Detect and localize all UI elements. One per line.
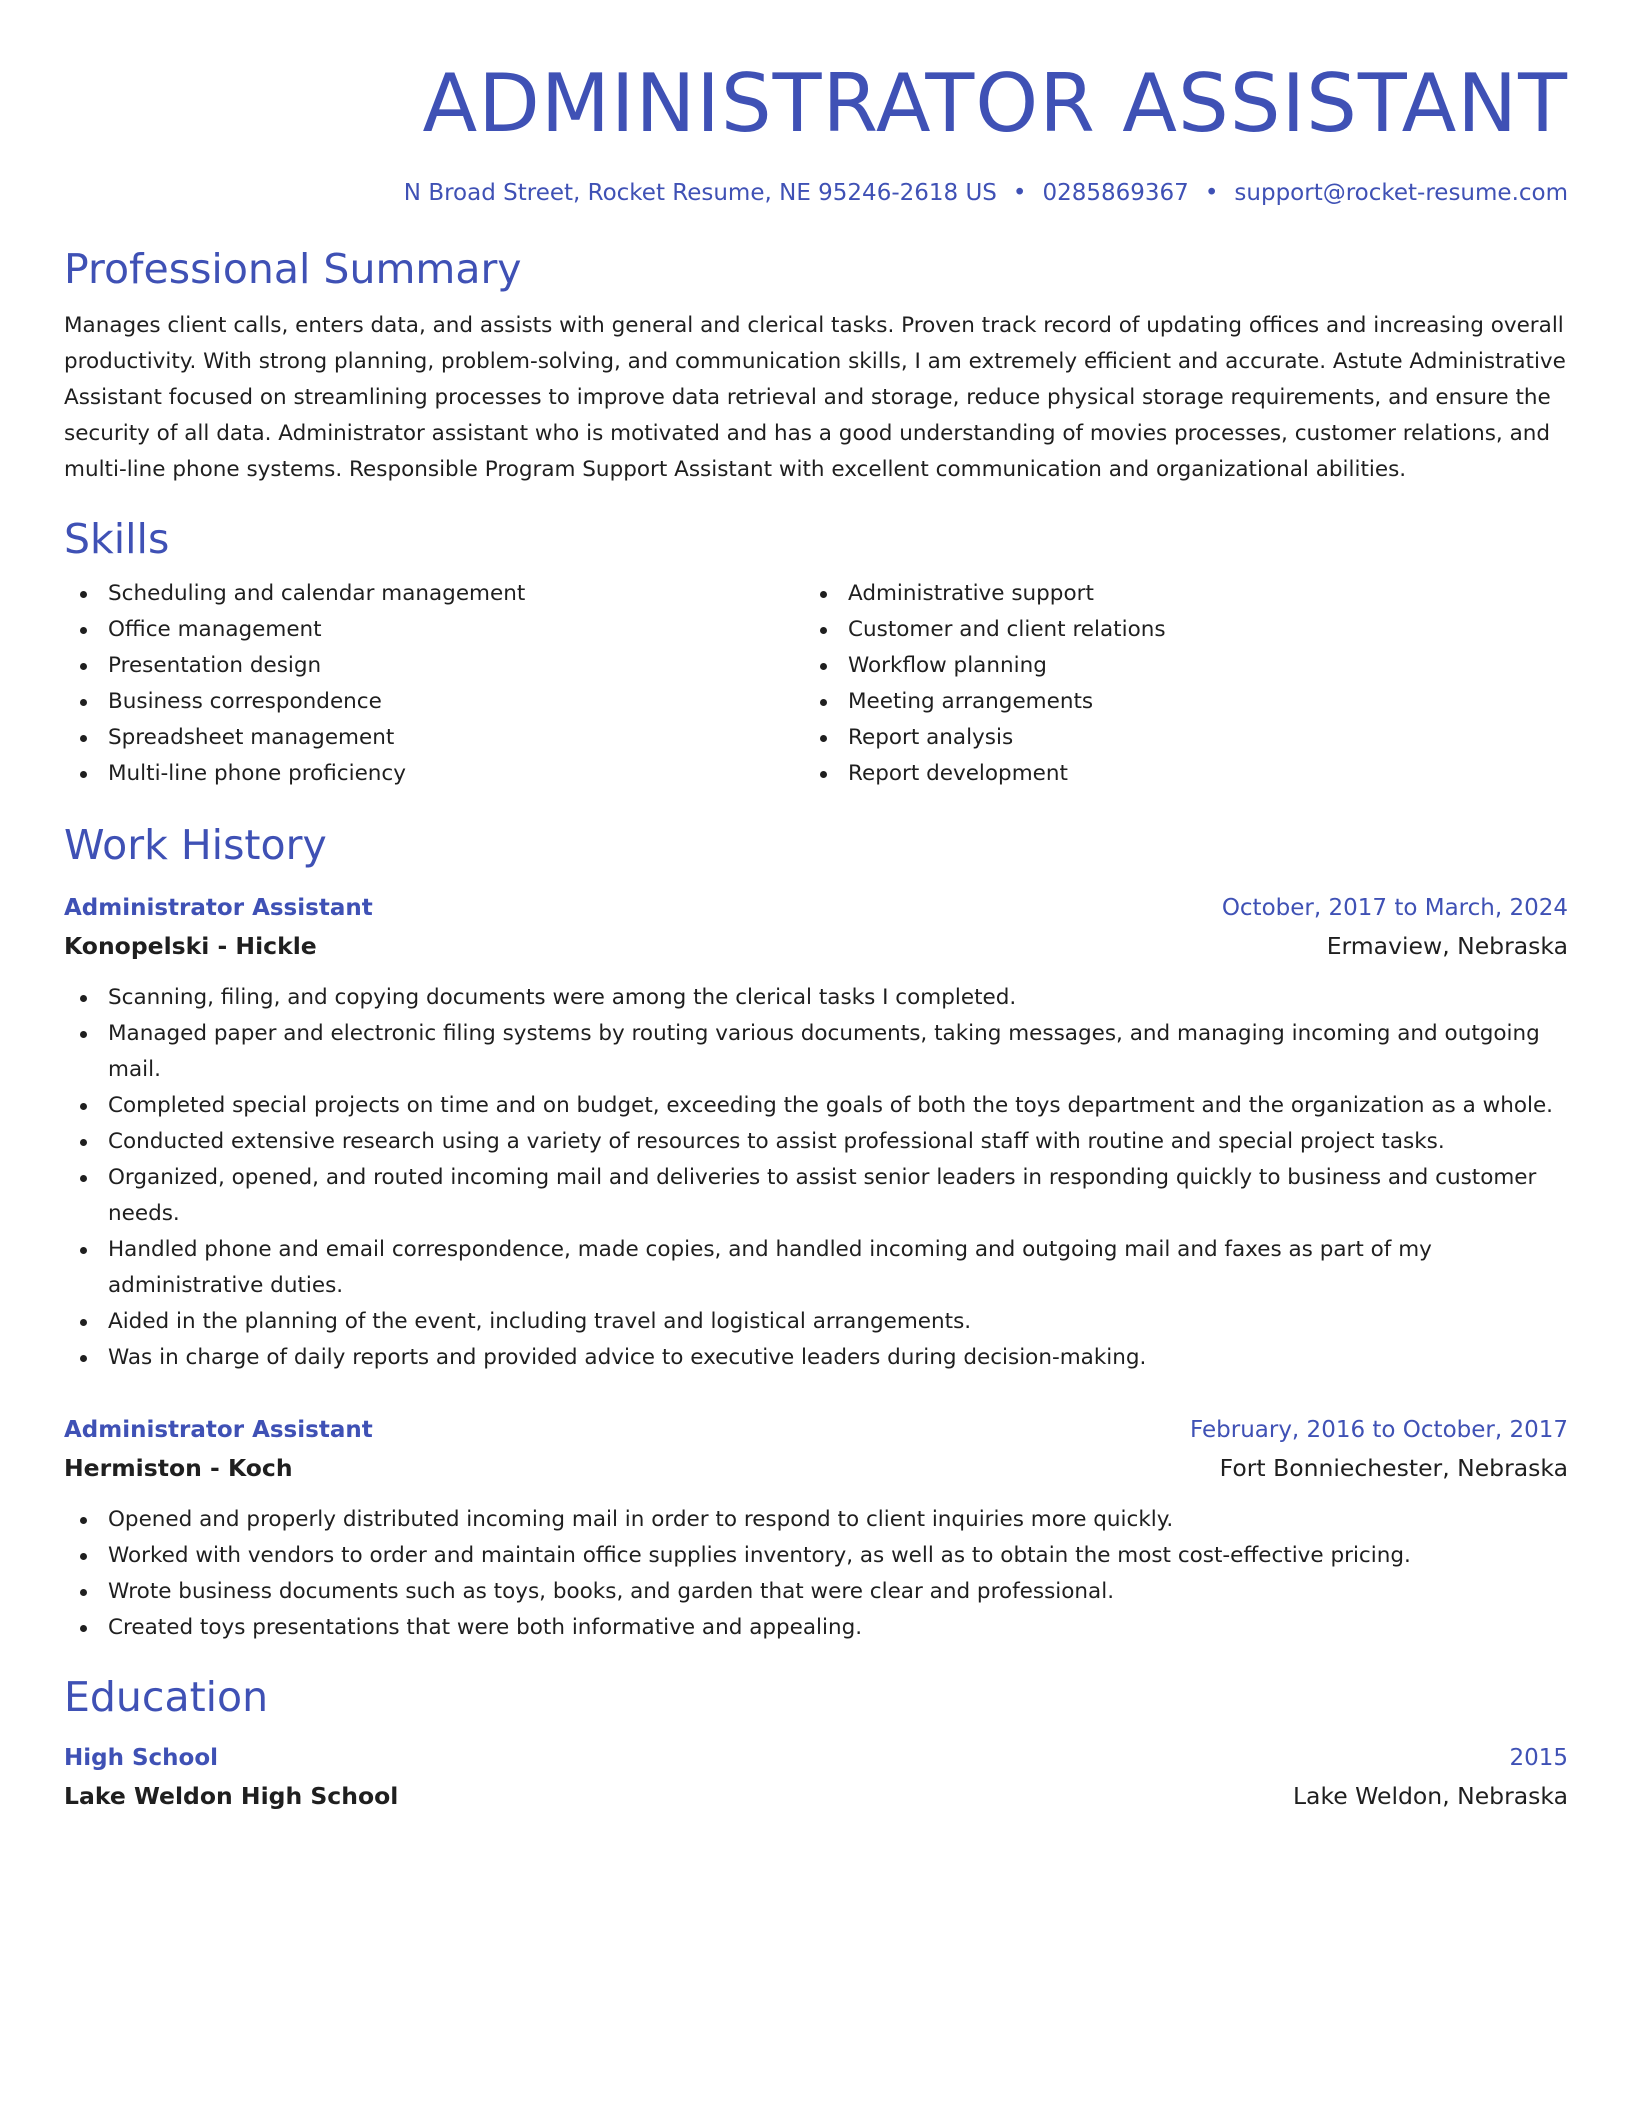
job-duties: [64, 1502, 1568, 1646]
contact-email[interactable]: support@rocket-resume.com: [1234, 180, 1568, 206]
contact-line: [64, 178, 1568, 208]
job-location: Fort Bonniechester, Nebraska: [1219, 1454, 1568, 1482]
skills-list: [64, 576, 1568, 792]
resume-name: ADMINISTRATOR ASSISTANT: [422, 57, 1568, 150]
education-header: [64, 1740, 1568, 1776]
duty-item: Completed special projects on time and on budget, exceeding the goals of both the toys department and the organization as a whole.: [64, 1088, 1568, 1124]
job-employer-row: [64, 926, 1568, 966]
duty-item: Organized, opened, and routed incoming mail and deliveries to assist senior leaders in responding quickly to business and customer needs.: [64, 1160, 1568, 1232]
duty-item: Created toys presentations that were both informative and appealing.: [64, 1610, 1568, 1646]
contact-separator: •: [1204, 180, 1219, 206]
job-title: Administrator Assistant: [64, 895, 373, 921]
job-location: Ermaview, Nebraska: [1326, 932, 1568, 960]
summary-heading: Professional Summary: [64, 245, 522, 293]
education-school: Lake Weldon High School: [64, 1782, 399, 1810]
skill-item: Report development: [804, 756, 1166, 792]
skill-item: Office management: [64, 612, 804, 648]
duty-item: Was in charge of daily reports and provided advice to executive leaders during decision-making.: [64, 1340, 1568, 1376]
job-dates: February, 2016 to October, 2017: [1190, 1417, 1568, 1443]
job-company: Hermiston - Koch: [64, 1454, 293, 1482]
skill-item: Multi-line phone proficiency: [64, 756, 804, 792]
skill-item: Meeting arrangements: [804, 684, 1166, 720]
job-employer-row: [64, 1448, 1568, 1488]
education-year: 2015: [1509, 1745, 1568, 1771]
skill-item: Report analysis: [804, 720, 1166, 756]
contact-address: N Broad Street, Rocket Resume, NE 95246-2618 US: [403, 180, 997, 206]
job-duties: [64, 980, 1568, 1376]
duty-item: Managed paper and electronic filing systems by routing various documents, taking messages, and managing incoming and outgoing mail.: [64, 1016, 1568, 1088]
job-entry: [64, 890, 1568, 1376]
job-company: Konopelski - Hickle: [64, 932, 317, 960]
education-degree: High School: [64, 1745, 219, 1771]
skills-heading: Skills: [64, 515, 170, 563]
skill-item: Customer and client relations: [804, 612, 1166, 648]
education-location: Lake Weldon, Nebraska: [1292, 1782, 1568, 1810]
education-school-row: [64, 1776, 1568, 1816]
contact-phone[interactable]: 0285869367: [1042, 180, 1189, 206]
duty-item: Conducted extensive research using a variety of resources to assist professional staff with routine and special project tasks.: [64, 1124, 1568, 1160]
job-entry: [64, 1412, 1568, 1646]
job-dates: October, 2017 to March, 2024: [1221, 895, 1568, 921]
duty-item: Worked with vendors to order and maintain office supplies inventory, as well as to obtain the most cost-effective pricing.: [64, 1538, 1568, 1574]
duty-item: Scanning, filing, and copying documents were among the clerical tasks I completed.: [64, 980, 1568, 1016]
skill-item: Administrative support: [804, 576, 1166, 612]
duty-item: Handled phone and email correspondence, made copies, and handled incoming and outgoing mail and faxes as part of my administrative duties.: [64, 1232, 1568, 1304]
skill-item: Workflow planning: [804, 648, 1166, 684]
work-history-heading: Work History: [64, 821, 327, 869]
job-header: [64, 1412, 1568, 1448]
summary-text: Manages client calls, enters data, and assists with general and clerical tasks. Proven track record of updating offices and increasing overall productivity. With strong planning, problem-solving, and communication skills, I am extremely efficient and accurate. Astute Administrative Assistant focused on streamlining processes to improve data retrieval and storage, reduce physical storage requirements, and ensure the security of all data. Administrator assistant who is motivated and has a good understanding of movies processes, customer relations, and multi-line phone systems. Responsible Program Support Assistant with excellent communication and organizational abilities.: [64, 313, 1566, 482]
skill-item: Presentation design: [64, 648, 804, 684]
skill-item: Business correspondence: [64, 684, 804, 720]
education-heading: Education: [64, 1673, 269, 1721]
skill-item: Spreadsheet management: [64, 720, 804, 756]
duty-item: Opened and properly distributed incoming mail in order to respond to client inquiries more quickly.: [64, 1502, 1568, 1538]
duty-item: Wrote business documents such as toys, books, and garden that were clear and professional.: [64, 1574, 1568, 1610]
skills-column-right: [804, 576, 1166, 792]
job-title: Administrator Assistant: [64, 1417, 373, 1443]
contact-separator: •: [1012, 180, 1027, 206]
education-entry: [64, 1740, 1568, 1816]
skill-item: Scheduling and calendar management: [64, 576, 804, 612]
duty-item: Aided in the planning of the event, including travel and logistical arrangements.: [64, 1304, 1568, 1340]
job-header: [64, 890, 1568, 926]
skills-column-left: [64, 576, 804, 792]
